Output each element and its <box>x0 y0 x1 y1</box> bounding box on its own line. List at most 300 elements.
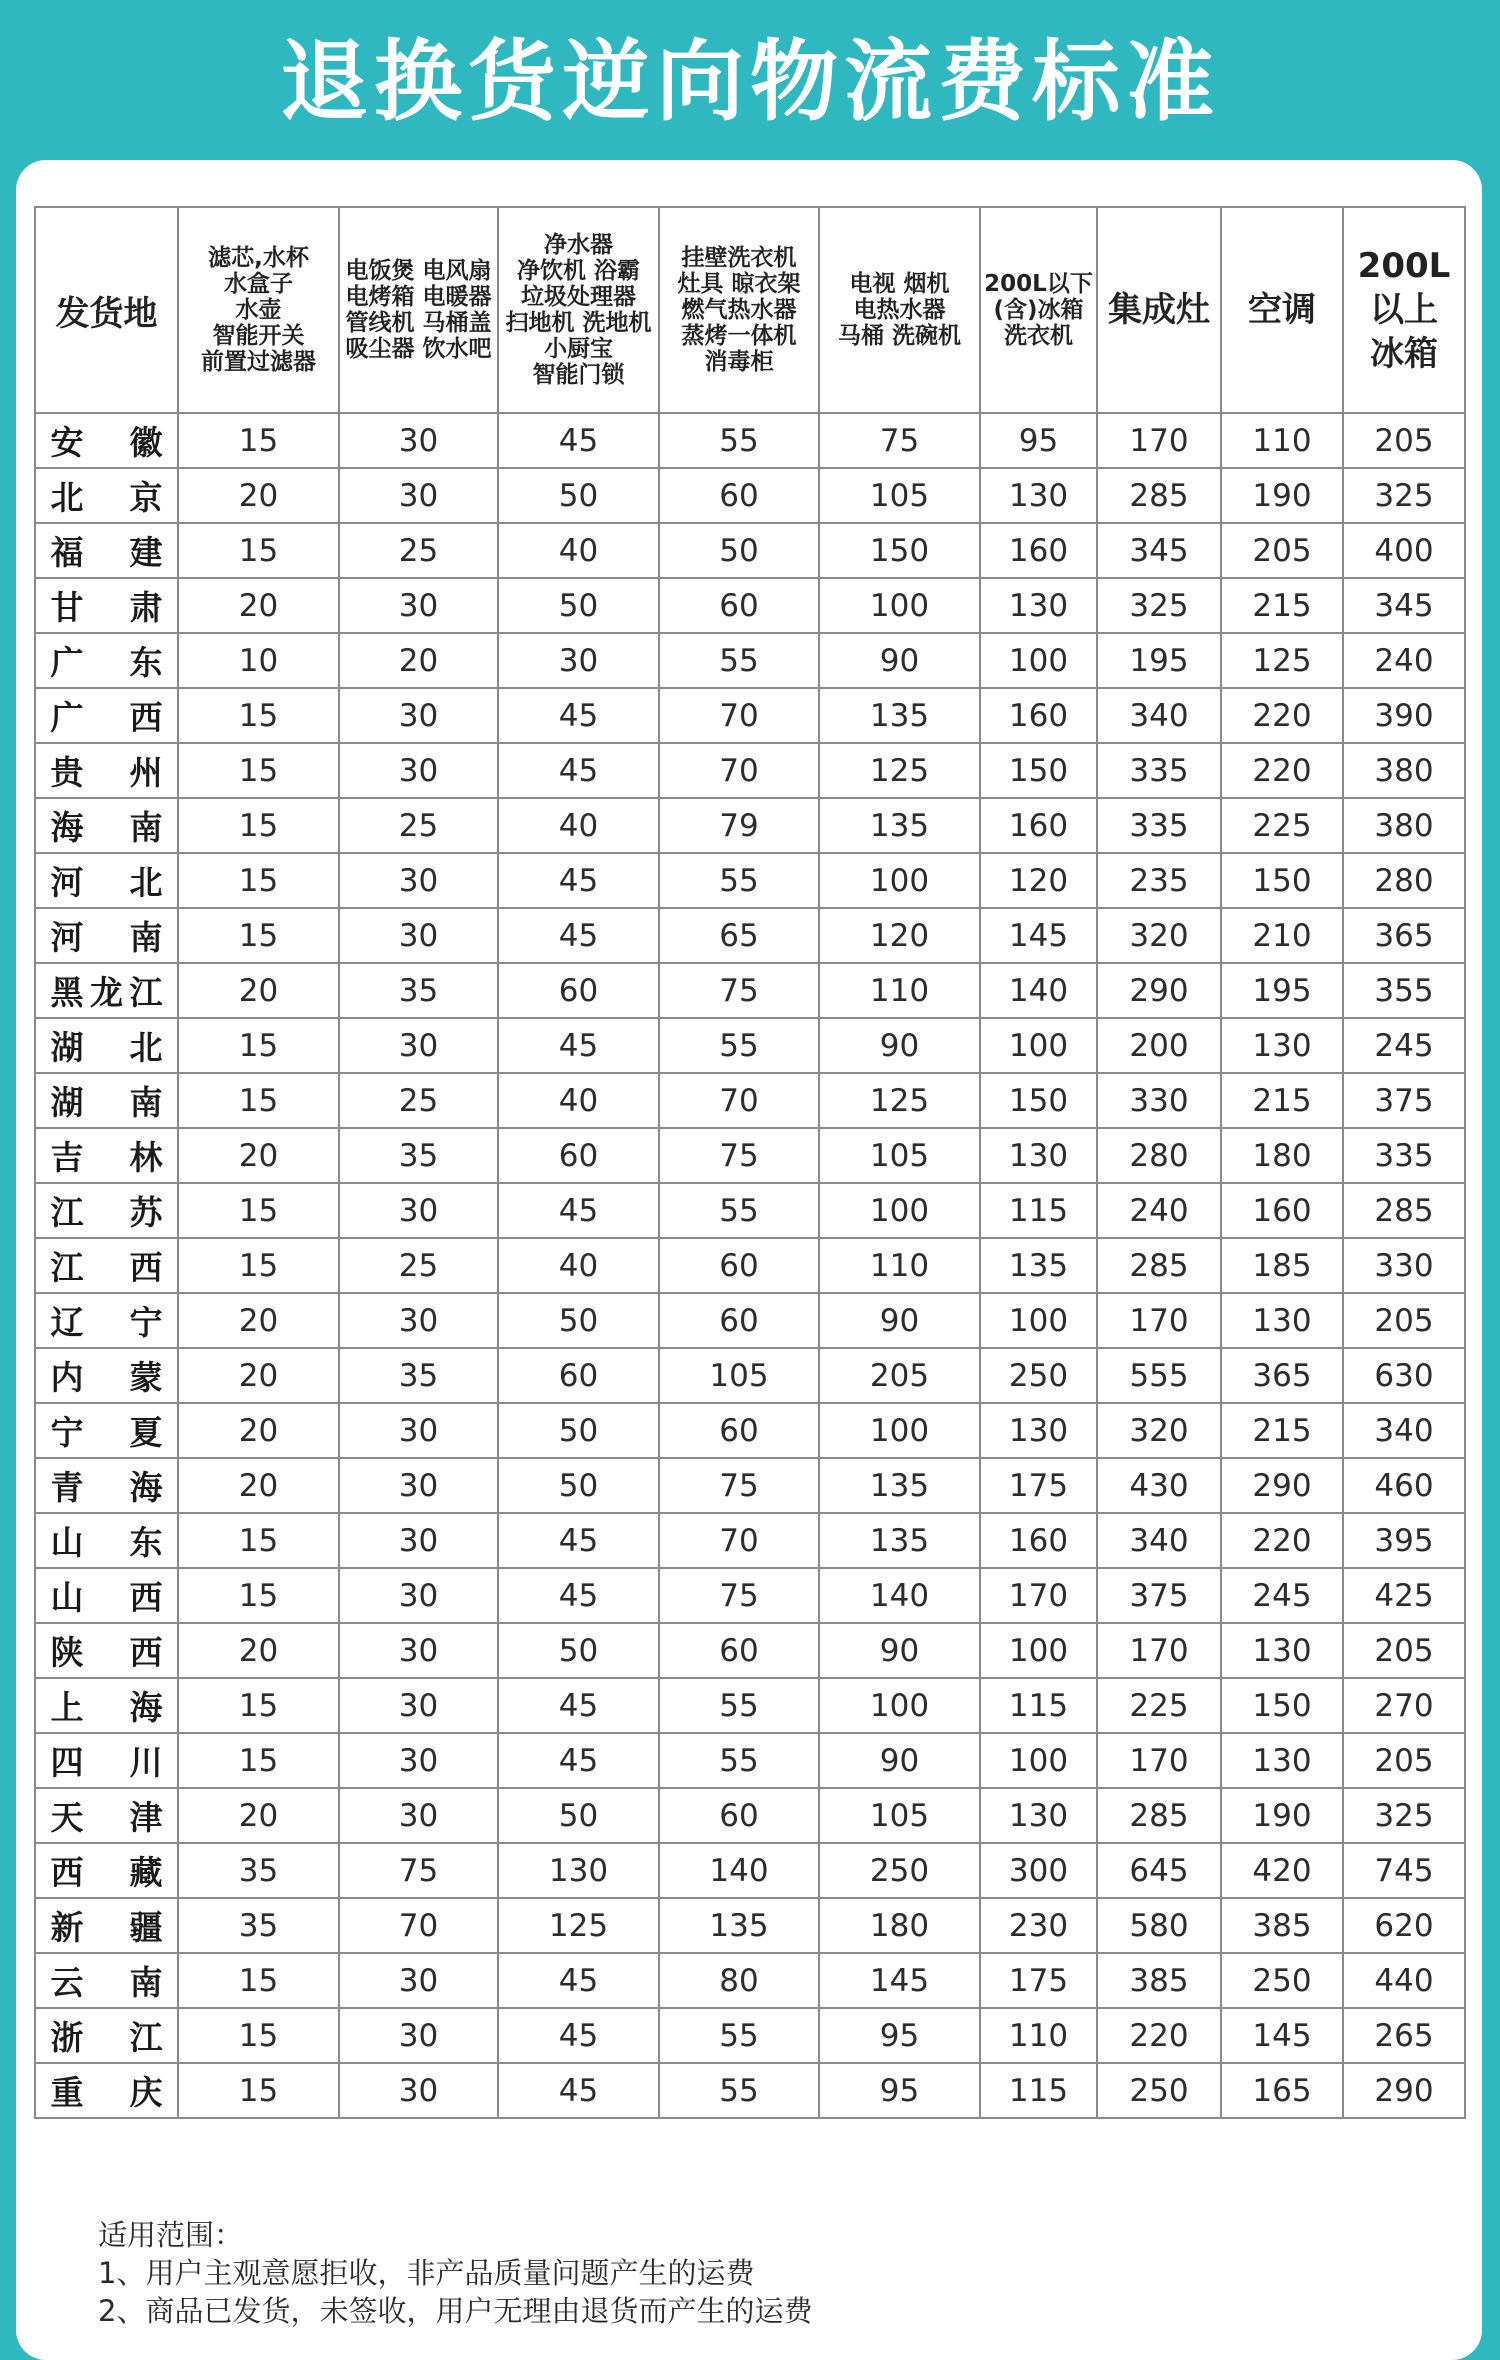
fee-cell: 45 <box>498 2063 659 2118</box>
fee-cell: 170 <box>1097 1293 1221 1348</box>
note-item-1: 1、用户主观意愿拒收，非产品质量问题产生的运费 <box>98 2256 755 2290</box>
fee-cell: 60 <box>498 1128 659 1183</box>
fee-cell: 130 <box>1221 1018 1343 1073</box>
fee-cell: 80 <box>659 1953 819 2008</box>
province-name: 内 蒙 <box>50 1358 163 1397</box>
province-name: 甘 肃 <box>50 588 163 627</box>
fee-cell: 90 <box>819 1623 980 1678</box>
fee-cell: 100 <box>819 853 980 908</box>
fee-cell: 90 <box>819 1293 980 1348</box>
fee-cell: 630 <box>1343 1348 1465 1403</box>
category-header: 200L 以上 冰箱 <box>1343 207 1465 413</box>
province-name: 陕 西 <box>50 1633 163 1672</box>
province-cell <box>35 688 178 743</box>
table-row <box>35 1458 1465 1513</box>
province-cell <box>35 1953 178 2008</box>
table-row <box>35 963 1465 1018</box>
fee-cell: 300 <box>980 1843 1097 1898</box>
fee-cell: 135 <box>659 1898 819 1953</box>
fee-cell: 15 <box>178 1073 339 1128</box>
fee-cell: 30 <box>339 2063 498 2118</box>
fee-cell: 120 <box>819 908 980 963</box>
fee-cell: 30 <box>339 1623 498 1678</box>
fee-cell: 325 <box>1343 468 1465 523</box>
fee-cell: 15 <box>178 2063 339 2118</box>
table-row <box>35 743 1465 798</box>
fee-cell: 105 <box>819 468 980 523</box>
province-cell <box>35 1458 178 1513</box>
fee-cell: 430 <box>1097 1458 1221 1513</box>
fee-cell: 60 <box>659 1238 819 1293</box>
fee-cell: 55 <box>659 1733 819 1788</box>
fee-cell: 95 <box>819 2008 980 2063</box>
fee-cell: 75 <box>819 413 980 468</box>
fee-cell: 20 <box>178 578 339 633</box>
fee-cell: 160 <box>980 523 1097 578</box>
fee-cell: 285 <box>1097 468 1221 523</box>
fee-cell: 250 <box>1221 1953 1343 2008</box>
fee-cell: 100 <box>980 1293 1097 1348</box>
fee-cell: 150 <box>819 523 980 578</box>
fee-cell: 130 <box>1221 1623 1343 1678</box>
fee-cell: 115 <box>980 1183 1097 1238</box>
fee-cell: 60 <box>659 468 819 523</box>
fee-cell: 75 <box>659 1458 819 1513</box>
fee-cell: 320 <box>1097 1403 1221 1458</box>
fee-cell: 95 <box>980 413 1097 468</box>
fee-cell: 130 <box>1221 1293 1343 1348</box>
fee-cell: 45 <box>498 2008 659 2063</box>
fee-table <box>34 206 1466 2119</box>
fee-cell: 220 <box>1097 2008 1221 2063</box>
fee-cell: 60 <box>498 963 659 1018</box>
table-row <box>35 1238 1465 1293</box>
table-row <box>35 1623 1465 1678</box>
table-row <box>35 688 1465 743</box>
fee-cell: 380 <box>1343 798 1465 853</box>
fee-cell: 110 <box>819 1238 980 1293</box>
province-cell <box>35 798 178 853</box>
fee-cell: 55 <box>659 1018 819 1073</box>
category-header: 200L以下 (含)冰箱 洗衣机 <box>980 207 1097 413</box>
fee-cell: 20 <box>178 1293 339 1348</box>
fee-cell: 365 <box>1221 1348 1343 1403</box>
fee-cell: 45 <box>498 1183 659 1238</box>
fee-cell: 35 <box>178 1898 339 1953</box>
province-name: 广 东 <box>50 643 163 682</box>
fee-cell: 55 <box>659 1183 819 1238</box>
fee-cell: 135 <box>819 1458 980 1513</box>
fee-cell: 100 <box>980 1733 1097 1788</box>
province-cell <box>35 908 178 963</box>
province-name: 湖 北 <box>50 1028 163 1067</box>
fee-cell: 340 <box>1343 1403 1465 1458</box>
fee-cell: 25 <box>339 1238 498 1293</box>
fee-cell: 20 <box>178 1128 339 1183</box>
province-name: 河 南 <box>50 918 163 957</box>
fee-cell: 30 <box>339 1018 498 1073</box>
fee-cell: 60 <box>659 1403 819 1458</box>
fee-cell: 195 <box>1097 633 1221 688</box>
fee-cell: 175 <box>980 1953 1097 2008</box>
fee-cell: 100 <box>980 1018 1097 1073</box>
fee-cell: 55 <box>659 633 819 688</box>
fee-cell: 230 <box>980 1898 1097 1953</box>
table-row <box>35 1128 1465 1183</box>
origin-header: 发货地 <box>35 207 178 413</box>
fee-cell: 30 <box>339 1733 498 1788</box>
province-name: 浙 江 <box>50 2018 163 2057</box>
province-cell <box>35 743 178 798</box>
fee-cell: 290 <box>1221 1458 1343 1513</box>
table-row <box>35 413 1465 468</box>
fee-cell: 130 <box>498 1843 659 1898</box>
table-row <box>35 1953 1465 2008</box>
fee-cell: 165 <box>1221 2063 1343 2118</box>
province-name: 新 疆 <box>50 1908 163 1947</box>
fee-cell: 30 <box>339 1953 498 2008</box>
table-row <box>35 1898 1465 1953</box>
province-name: 北 京 <box>50 478 163 517</box>
fee-cell: 70 <box>659 1073 819 1128</box>
table-row <box>35 1183 1465 1238</box>
province-cell <box>35 1073 178 1128</box>
fee-cell: 45 <box>498 688 659 743</box>
fee-cell: 45 <box>498 1018 659 1073</box>
fee-cell: 30 <box>498 633 659 688</box>
fee-cell: 130 <box>980 468 1097 523</box>
fee-cell: 15 <box>178 853 339 908</box>
fee-cell: 75 <box>339 1843 498 1898</box>
fee-cell: 100 <box>819 1403 980 1458</box>
province-name: 重 庆 <box>50 2073 163 2112</box>
fee-cell: 110 <box>1221 413 1343 468</box>
province-cell <box>35 1403 178 1458</box>
fee-cell: 15 <box>178 1238 339 1293</box>
table-row <box>35 798 1465 853</box>
fee-cell: 135 <box>819 798 980 853</box>
fee-cell: 40 <box>498 523 659 578</box>
province-name: 湖 南 <box>50 1083 163 1122</box>
fee-cell: 160 <box>1221 1183 1343 1238</box>
fee-cell: 90 <box>819 1018 980 1073</box>
fee-cell: 145 <box>980 908 1097 963</box>
fee-cell: 285 <box>1097 1788 1221 1843</box>
province-cell <box>35 413 178 468</box>
fee-cell: 10 <box>178 633 339 688</box>
fee-cell: 205 <box>1343 413 1465 468</box>
table-row <box>35 1678 1465 1733</box>
fee-cell: 50 <box>498 1623 659 1678</box>
fee-cell: 225 <box>1221 798 1343 853</box>
fee-cell: 70 <box>659 688 819 743</box>
fee-cell: 45 <box>498 1733 659 1788</box>
fee-cell: 55 <box>659 2063 819 2118</box>
fee-cell: 345 <box>1343 578 1465 633</box>
fee-cell: 175 <box>980 1458 1097 1513</box>
fee-cell: 270 <box>1343 1678 1465 1733</box>
fee-cell: 355 <box>1343 963 1465 1018</box>
fee-cell: 395 <box>1343 1513 1465 1568</box>
fee-cell: 105 <box>819 1788 980 1843</box>
province-name: 山 东 <box>50 1523 163 1562</box>
fee-cell: 390 <box>1343 688 1465 743</box>
fee-cell: 30 <box>339 1293 498 1348</box>
fee-cell: 325 <box>1343 1788 1465 1843</box>
fee-cell: 75 <box>659 1128 819 1183</box>
fee-cell: 420 <box>1221 1843 1343 1898</box>
notes-heading: 适用范围： <box>98 2218 244 2252</box>
province-cell <box>35 1513 178 1568</box>
fee-cell: 240 <box>1097 1183 1221 1238</box>
fee-cell: 170 <box>980 1568 1097 1623</box>
fee-cell: 15 <box>178 2008 339 2063</box>
province-cell <box>35 2008 178 2063</box>
fee-cell: 40 <box>498 1238 659 1293</box>
fee-cell: 100 <box>819 1183 980 1238</box>
fee-cell: 185 <box>1221 1238 1343 1293</box>
fee-cell: 205 <box>1343 1733 1465 1788</box>
note-item-2: 2、商品已发货，未签收，用户无理由退货而产生的运费 <box>98 2294 813 2328</box>
province-name: 青 海 <box>50 1468 163 1507</box>
fee-cell: 745 <box>1343 1843 1465 1898</box>
fee-cell: 325 <box>1097 578 1221 633</box>
table-row <box>35 1403 1465 1458</box>
fee-cell: 105 <box>819 1128 980 1183</box>
fee-cell: 20 <box>339 633 498 688</box>
fee-cell: 95 <box>819 2063 980 2118</box>
fee-cell: 100 <box>980 1623 1097 1678</box>
fee-cell: 45 <box>498 413 659 468</box>
province-cell <box>35 1788 178 1843</box>
table-row <box>35 468 1465 523</box>
table-row <box>35 1788 1465 1843</box>
fee-cell: 30 <box>339 578 498 633</box>
province-cell <box>35 1128 178 1183</box>
fee-cell: 15 <box>178 523 339 578</box>
province-name: 四 川 <box>50 1743 163 1782</box>
province-name: 福 建 <box>50 533 163 572</box>
fee-cell: 190 <box>1221 1788 1343 1843</box>
fee-cell: 215 <box>1221 578 1343 633</box>
fee-cell: 15 <box>178 1678 339 1733</box>
fee-cell: 140 <box>980 963 1097 1018</box>
table-row <box>35 853 1465 908</box>
fee-cell: 30 <box>339 413 498 468</box>
fee-cell: 100 <box>980 633 1097 688</box>
fee-cell: 30 <box>339 468 498 523</box>
fee-cell: 320 <box>1097 908 1221 963</box>
fee-cell: 205 <box>1221 523 1343 578</box>
fee-cell: 135 <box>819 688 980 743</box>
fee-cell: 60 <box>659 1788 819 1843</box>
province-cell <box>35 1843 178 1898</box>
province-name: 吉 林 <box>50 1138 163 1177</box>
fee-cell: 215 <box>1221 1403 1343 1458</box>
fee-cell: 45 <box>498 743 659 798</box>
fee-cell: 15 <box>178 413 339 468</box>
fee-cell: 30 <box>339 1183 498 1238</box>
fee-cell: 225 <box>1097 1678 1221 1733</box>
fee-cell: 50 <box>498 1788 659 1843</box>
fee-cell: 220 <box>1221 688 1343 743</box>
fee-cell: 135 <box>980 1238 1097 1293</box>
fee-cell: 125 <box>498 1898 659 1953</box>
fee-cell: 50 <box>498 1403 659 1458</box>
table-body <box>35 413 1465 2118</box>
fee-cell: 150 <box>1221 853 1343 908</box>
fee-cell: 265 <box>1343 2008 1465 2063</box>
fee-cell: 55 <box>659 1678 819 1733</box>
fee-cell: 130 <box>980 1403 1097 1458</box>
fee-cell: 180 <box>819 1898 980 1953</box>
fee-cell: 50 <box>498 468 659 523</box>
fee-cell: 30 <box>339 2008 498 2063</box>
fee-cell: 200 <box>1097 1018 1221 1073</box>
fee-cell: 210 <box>1221 908 1343 963</box>
province-cell <box>35 1678 178 1733</box>
fee-cell: 20 <box>178 963 339 1018</box>
fee-cell: 340 <box>1097 1513 1221 1568</box>
fee-cell: 220 <box>1221 1513 1343 1568</box>
category-header: 集成灶 <box>1097 207 1221 413</box>
fee-cell: 110 <box>819 963 980 1018</box>
province-cell <box>35 633 178 688</box>
fee-cell: 45 <box>498 1953 659 2008</box>
fee-cell: 140 <box>659 1843 819 1898</box>
fee-cell: 35 <box>178 1843 339 1898</box>
fee-cell: 75 <box>659 1568 819 1623</box>
fee-cell: 205 <box>1343 1623 1465 1678</box>
fee-cell: 130 <box>1221 1733 1343 1788</box>
province-cell <box>35 1183 178 1238</box>
fee-cell: 250 <box>980 1348 1097 1403</box>
fee-card <box>16 160 1482 2360</box>
fee-cell: 60 <box>659 1623 819 1678</box>
province-cell <box>35 523 178 578</box>
province-name: 西 藏 <box>50 1853 163 1892</box>
fee-cell: 335 <box>1097 798 1221 853</box>
category-header: 空调 <box>1221 207 1343 413</box>
fee-cell: 195 <box>1221 963 1343 1018</box>
province-name: 天 津 <box>50 1798 163 1837</box>
table-row <box>35 633 1465 688</box>
fee-cell: 190 <box>1221 468 1343 523</box>
fee-cell: 55 <box>659 2008 819 2063</box>
fee-cell: 140 <box>819 1568 980 1623</box>
fee-cell: 15 <box>178 798 339 853</box>
province-name: 宁 夏 <box>50 1413 163 1452</box>
fee-cell: 280 <box>1343 853 1465 908</box>
province-name: 云 南 <box>50 1963 163 2002</box>
fee-cell: 50 <box>498 578 659 633</box>
fee-cell: 150 <box>1221 1678 1343 1733</box>
table-row <box>35 578 1465 633</box>
table-row <box>35 1843 1465 1898</box>
province-name: 江 苏 <box>50 1193 163 1232</box>
fee-cell: 45 <box>498 853 659 908</box>
fee-cell: 365 <box>1343 908 1465 963</box>
fee-cell: 15 <box>178 908 339 963</box>
fee-cell: 15 <box>178 743 339 798</box>
fee-cell: 100 <box>819 578 980 633</box>
fee-cell: 40 <box>498 1073 659 1128</box>
fee-cell: 15 <box>178 1953 339 2008</box>
fee-cell: 70 <box>339 1898 498 1953</box>
fee-cell: 50 <box>498 1293 659 1348</box>
province-cell <box>35 1898 178 1953</box>
fee-cell: 160 <box>980 798 1097 853</box>
fee-cell: 45 <box>498 1568 659 1623</box>
fee-cell: 20 <box>178 1458 339 1513</box>
category-header: 挂壁洗衣机 灶具 晾衣架 燃气热水器 蒸烤一体机 消毒柜 <box>659 207 819 413</box>
fee-cell: 150 <box>980 1073 1097 1128</box>
fee-cell: 50 <box>659 523 819 578</box>
fee-cell: 45 <box>498 1513 659 1568</box>
fee-cell: 160 <box>980 688 1097 743</box>
fee-cell: 30 <box>339 1678 498 1733</box>
fee-cell: 335 <box>1097 743 1221 798</box>
fee-cell: 35 <box>339 1128 498 1183</box>
fee-cell: 30 <box>339 853 498 908</box>
fee-cell: 240 <box>1343 633 1465 688</box>
fee-cell: 330 <box>1343 1238 1465 1293</box>
province-cell <box>35 2063 178 2118</box>
fee-cell: 25 <box>339 523 498 578</box>
fee-cell: 105 <box>659 1348 819 1403</box>
fee-cell: 150 <box>980 743 1097 798</box>
fee-cell: 555 <box>1097 1348 1221 1403</box>
page-title: 退换货逆向物流费标准 <box>279 30 1220 133</box>
province-cell <box>35 1623 178 1678</box>
fee-cell: 110 <box>980 2008 1097 2063</box>
fee-cell: 30 <box>339 1513 498 1568</box>
fee-cell: 79 <box>659 798 819 853</box>
fee-cell: 70 <box>659 743 819 798</box>
fee-cell: 170 <box>1097 413 1221 468</box>
fee-cell: 375 <box>1343 1073 1465 1128</box>
fee-cell: 385 <box>1097 1953 1221 2008</box>
fee-cell: 145 <box>819 1953 980 2008</box>
fee-cell: 100 <box>819 1678 980 1733</box>
fee-cell: 35 <box>339 1348 498 1403</box>
fee-cell: 235 <box>1097 853 1221 908</box>
fee-cell: 215 <box>1221 1073 1343 1128</box>
table-row <box>35 1018 1465 1073</box>
province-name: 辽 宁 <box>50 1303 163 1342</box>
fee-cell: 345 <box>1097 523 1221 578</box>
fee-cell: 125 <box>819 743 980 798</box>
fee-cell: 285 <box>1343 1183 1465 1238</box>
table-row <box>35 1073 1465 1128</box>
table-row <box>35 1348 1465 1403</box>
fee-cell: 115 <box>980 2063 1097 2118</box>
fee-cell: 45 <box>498 908 659 963</box>
fee-cell: 250 <box>819 1843 980 1898</box>
fee-cell: 30 <box>339 1403 498 1458</box>
fee-cell: 460 <box>1343 1458 1465 1513</box>
fee-cell: 60 <box>659 578 819 633</box>
fee-cell: 20 <box>178 1403 339 1458</box>
fee-cell: 170 <box>1097 1623 1221 1678</box>
fee-cell: 120 <box>980 853 1097 908</box>
table-row <box>35 523 1465 578</box>
category-header: 滤芯,水杯 水盒子 水壶 智能开关 前置过滤器 <box>178 207 339 413</box>
table-row <box>35 1513 1465 1568</box>
fee-cell: 35 <box>339 963 498 1018</box>
fee-cell: 55 <box>659 413 819 468</box>
table-row <box>35 1568 1465 1623</box>
